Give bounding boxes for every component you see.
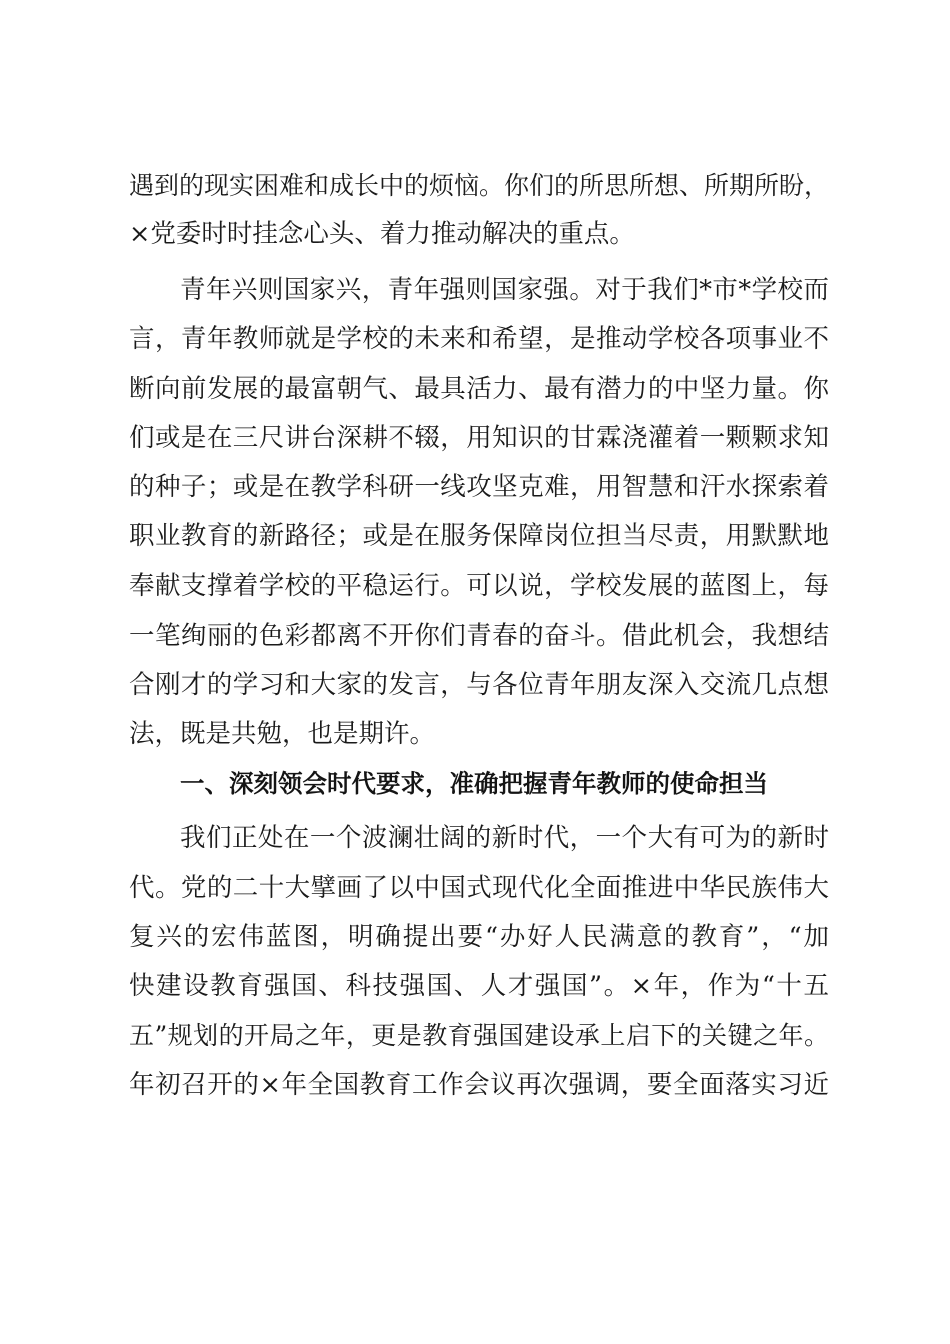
text-line: 法，既是共勉，也是期许。 (129, 719, 436, 749)
text-line: 一笔绚丽的色彩都离不开你们青春的奋斗。借此机会，我想结 (129, 621, 829, 651)
text-line: 复兴的宏伟蓝图，明确提出要“办好人民满意的教育”，“加 (129, 922, 829, 952)
text-line: 断向前发展的最富朝气、最具活力、最有潜力的中坚力量。你 (129, 374, 829, 404)
text-line: 遇到的现实困难和成长中的烦恼。你们的所思所想、所期所盼， (129, 171, 830, 200)
text-line: 代。党的二十大擘画了以中国式现代化全面推进中华民族伟大 (129, 873, 829, 903)
text-line: 职业教育的新路径；或是在服务保障岗位担当尽责，用默默地 (129, 521, 829, 551)
text-line: 言，青年教师就是学校的未来和希望，是推动学校各项事业不 (129, 324, 829, 354)
text-line: 快建设教育强国、科技强国、人才强国”。×年，作为“十五 (129, 971, 829, 1001)
text-line: 合刚才的学习和大家的发言，与各位青年朋友深入交流几点想 (129, 670, 829, 700)
text-line: 的种子；或是在教学科研一线攻坚克难，用智慧和汗水探索着 (129, 472, 829, 502)
text-line: 奉献支撑着学校的平稳运行。可以说，学校发展的蓝图上，每 (129, 571, 829, 601)
text-line: ×党委时时挂念心头、着力推动解决的重点。 (129, 219, 635, 249)
text-line: 青年兴则国家兴，青年强则国家强。对于我们*市*学校而 (180, 275, 829, 305)
section-heading: 一、深刻领会时代要求，准确把握青年教师的使命担当 (180, 769, 768, 798)
text-line: 们或是在三尺讲台深耕不辍，用知识的甘霖浇灌着一颗颗求知 (129, 423, 829, 453)
text-line: 年初召开的×年全国教育工作会议再次强调，要全面落实习近 (129, 1070, 829, 1100)
text-line: 五”规划的开局之年，更是教育强国建设承上启下的关键之年。 (129, 1021, 829, 1050)
text-line: 我们正处在一个波澜壮阔的新时代，一个大有可为的新时 (180, 823, 829, 853)
